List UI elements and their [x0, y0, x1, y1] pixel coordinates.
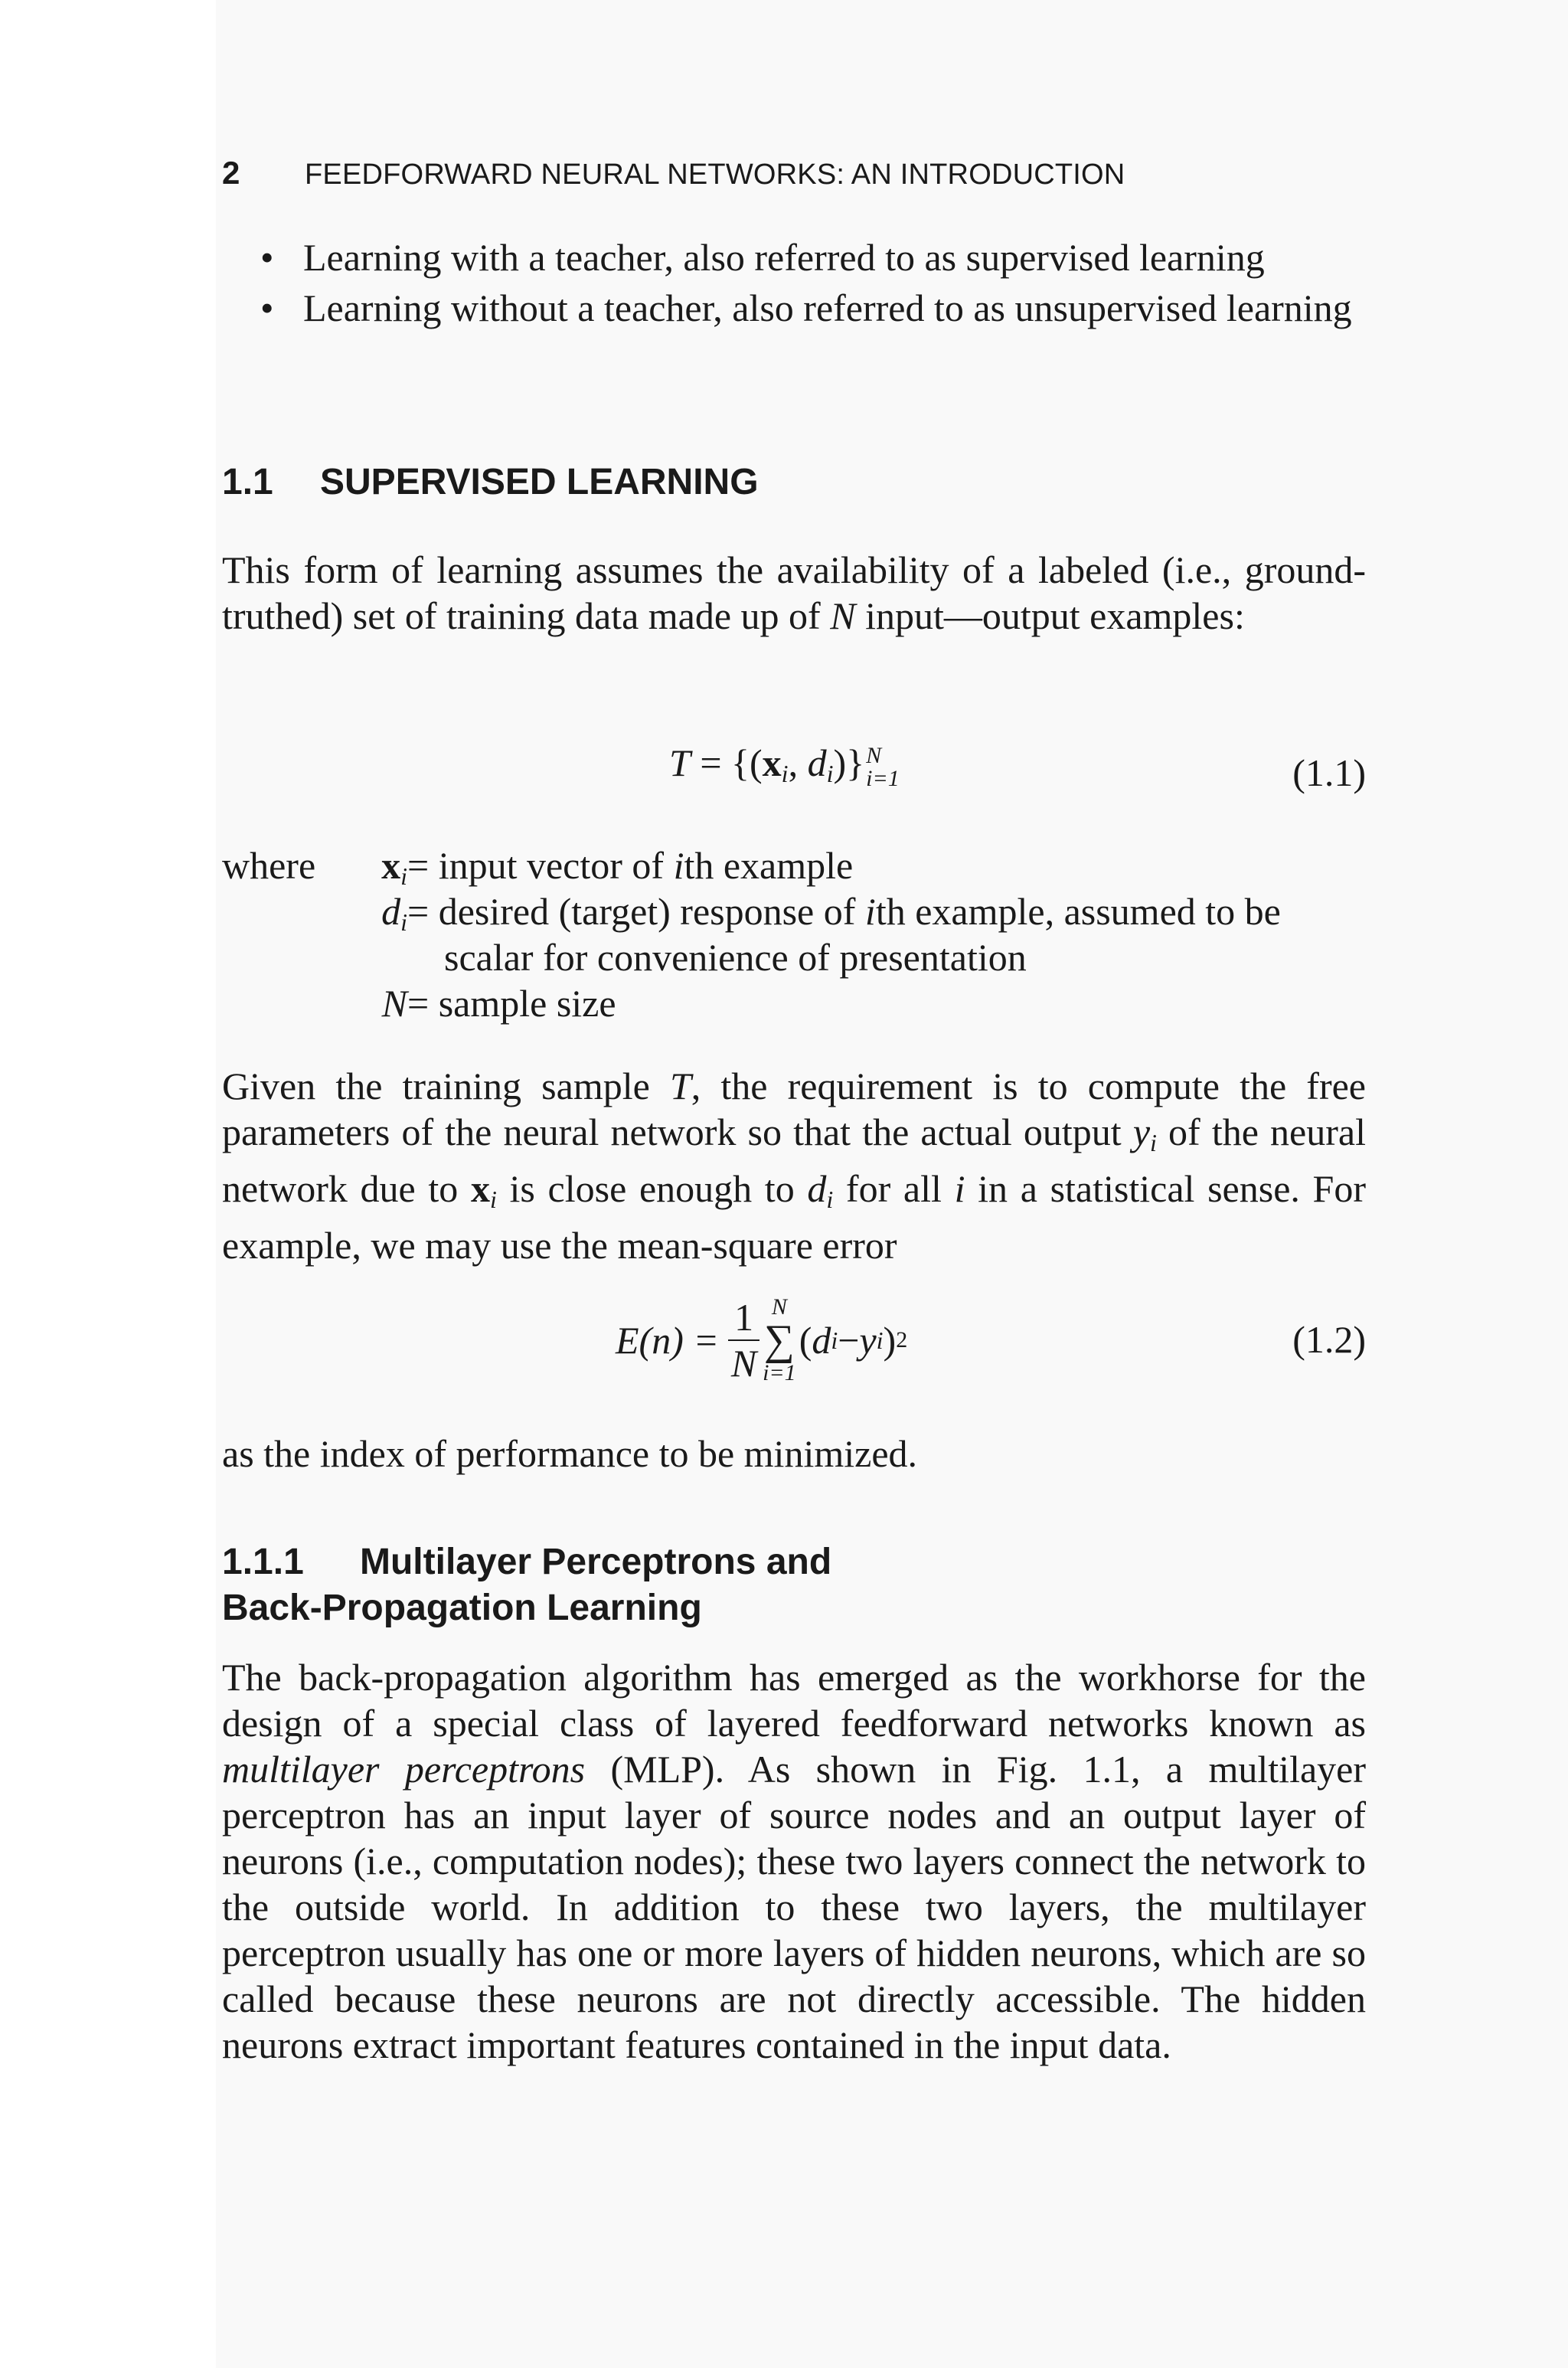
math-symbol: N — [381, 982, 407, 1025]
fraction — [728, 1295, 760, 1385]
sum-upper-limit: N — [771, 1294, 787, 1320]
math-text: ( — [799, 1319, 812, 1362]
subsection-title-line: Multilayer Perceptrons and — [360, 1542, 832, 1582]
bullet-icon: • — [260, 236, 274, 279]
section-title: SUPERVISED LEARNING — [320, 462, 759, 502]
limits — [866, 744, 900, 790]
math-symbol: E(n) = — [616, 1319, 720, 1362]
math-symbol: d — [381, 890, 401, 933]
bullet-text: Learning with a teacher, also referred to as supervised learning — [303, 236, 1265, 279]
math-symbol: i — [864, 890, 876, 933]
math-symbol: x — [470, 1167, 490, 1210]
math-subscript: i — [826, 760, 834, 787]
fraction-numerator: 1 — [728, 1295, 760, 1341]
math-subscript: i — [826, 1186, 834, 1213]
text-run: input—output examples: — [855, 594, 1245, 637]
math-superscript: N — [866, 742, 882, 768]
definition-row — [222, 980, 1366, 1026]
definition-continuation: scalar for convenience of presentation — [444, 936, 1027, 979]
text-run: This form of learning assumes the availability of a labeled (i.e., ground-truthed) set of training data made up of — [222, 548, 1366, 637]
definition-symbol — [222, 980, 407, 1026]
definition-row — [222, 888, 1366, 934]
paragraph-after-equation: as the index of performance to be minimized. — [222, 1432, 918, 1475]
text-run: of the neural network due to — [222, 1110, 1366, 1210]
equation-number: (1.1) — [1292, 751, 1366, 794]
subsection-heading — [222, 1539, 831, 1631]
math-text: ) — [883, 1319, 897, 1362]
math-text: )} — [833, 741, 865, 784]
summation — [763, 1296, 796, 1385]
definition-text — [407, 888, 1281, 934]
equation-body — [616, 1287, 907, 1394]
text-run: = desired (target) response of — [407, 890, 865, 933]
subsection-heading-line — [222, 1539, 831, 1585]
text-run: (MLP). As shown in Fig. 1.1, a multilayer perceptron has an input layer of source nodes and an output layer of neurons (i.e., computation nodes); these two layers connect the network to the outside world. In addition to these two layers, the multilayer perceptron usually has one or more layers of hidden neurons, which are so called because these neurons are not directly accessible. The hidden neurons extract important features contained in the input data. — [222, 1748, 1367, 2066]
math-symbol: y — [1132, 1110, 1151, 1153]
paragraph-given — [222, 1063, 1366, 1268]
math-symbol: T — [669, 1065, 691, 1107]
math-symbol: i — [954, 1167, 965, 1210]
sum-lower-limit: i=1 — [763, 1360, 796, 1385]
bullet-item — [260, 234, 1366, 280]
subsection-title-line: Back-Propagation Learning — [222, 1588, 702, 1628]
math-symbol: N — [830, 594, 856, 637]
definition-row — [222, 842, 1366, 888]
running-title: FEEDFORWARD NEURAL NETWORKS: AN INTRODUCTION — [305, 159, 1125, 191]
subsection-number: 1.1.1 — [222, 1542, 304, 1582]
paragraph-intro — [222, 547, 1366, 639]
text-run: is close enough to — [496, 1167, 808, 1210]
math-symbol: d — [812, 1319, 831, 1362]
sum-symbol: ∑ — [763, 1316, 795, 1364]
math-symbol: T — [669, 741, 691, 784]
section-heading — [222, 460, 759, 505]
page-number: 2 — [222, 155, 240, 191]
where-label: where — [222, 844, 316, 887]
definition-text: = sample size — [407, 982, 616, 1025]
math-subscript: i — [1150, 1129, 1157, 1156]
equation-1-1 — [222, 740, 1366, 801]
emphasis-text: multilayer perceptrons — [222, 1748, 586, 1791]
bullet-icon: • — [260, 286, 274, 329]
equation-number: (1.2) — [1292, 1318, 1366, 1361]
section-number: 1.1 — [222, 462, 273, 502]
text-run: Given the training sample — [222, 1065, 670, 1107]
equation-1-2 — [222, 1287, 1366, 1394]
math-subscript: i=1 — [866, 765, 900, 791]
math-subscript: i — [400, 908, 407, 936]
text-run: , the requirement is to compute the free parameters of the neural network so that the actual output — [222, 1065, 1366, 1153]
definition-text — [407, 842, 853, 888]
math-text: − — [838, 1319, 860, 1362]
math-symbol: i — [673, 844, 684, 887]
text-run: = input vector of — [407, 844, 674, 887]
text-run: th example — [684, 844, 854, 887]
math-subscript: i — [831, 1326, 838, 1354]
fraction-denominator: N — [730, 1342, 757, 1385]
bullet-item — [260, 285, 1366, 331]
math-symbol: y — [859, 1319, 877, 1362]
running-header — [222, 155, 1125, 191]
math-symbol: d — [807, 1167, 827, 1210]
definition-list — [222, 842, 1366, 1026]
math-subscript: i — [781, 760, 789, 787]
definition-row — [222, 934, 1366, 980]
math-subscript: i — [489, 1186, 497, 1213]
math-symbol: d — [807, 741, 827, 784]
text-run: for all — [833, 1167, 955, 1210]
text-run: th example, assumed to be — [875, 890, 1281, 933]
math-symbol: x — [381, 844, 401, 887]
bullet-list — [260, 234, 1366, 335]
equation-body — [669, 740, 900, 796]
math-subscript: i — [400, 862, 407, 890]
bullet-text: Learning without a teacher, also referred to as unsupervised learning — [303, 286, 1352, 329]
math-text: = {( — [690, 741, 763, 784]
math-superscript: 2 — [896, 1327, 908, 1352]
paragraph-mlp — [222, 1654, 1366, 2068]
math-subscript: i — [876, 1326, 884, 1354]
math-text: , — [788, 741, 808, 784]
text-run: in a statistical sense. For example, we may use the mean-square error — [222, 1167, 1367, 1267]
text-run: The back-propagation algorithm has emerged as the workhorse for the design of a special class of layered feedforward networks known as — [222, 1656, 1366, 1745]
math-symbol: x — [762, 741, 782, 784]
